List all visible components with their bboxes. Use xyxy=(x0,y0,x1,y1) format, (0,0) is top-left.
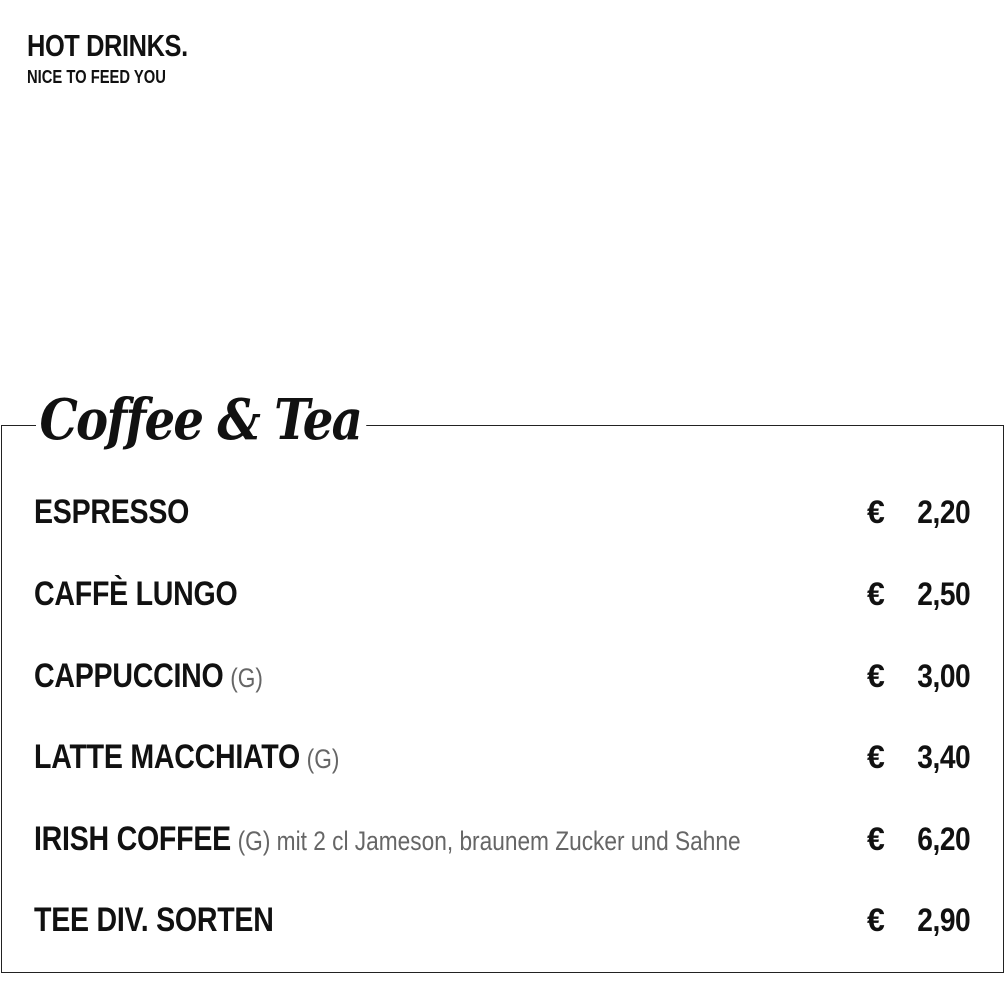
currency-symbol: € xyxy=(867,494,885,530)
item-note: (G) mit 2 cl Jameson, braunem Zucker und Sahne xyxy=(237,826,741,856)
item-note: (G) xyxy=(306,744,340,774)
item-name-wrap xyxy=(34,737,339,784)
item-name-wrap xyxy=(34,900,280,947)
page-subtitle: NICE TO FEED YOU xyxy=(27,67,166,87)
item-price: 6,20 xyxy=(916,821,970,857)
item-name: LATTE MACCHIATO xyxy=(34,738,300,776)
item-name-wrap xyxy=(34,574,244,621)
menu-item-row xyxy=(34,492,970,532)
currency-symbol: € xyxy=(867,902,885,938)
currency-symbol: € xyxy=(867,821,885,857)
item-name-wrap xyxy=(34,656,263,703)
item-name-wrap xyxy=(34,819,741,866)
currency-symbol: € xyxy=(867,576,885,612)
item-name: ESPRESSO xyxy=(34,493,190,531)
item-price: 2,90 xyxy=(916,902,970,938)
menu-header xyxy=(27,28,223,87)
menu-item-row xyxy=(34,656,970,696)
currency-symbol: € xyxy=(867,739,885,775)
menu-item-row xyxy=(34,737,970,777)
menu-item-row xyxy=(34,900,970,940)
page-title: HOT DRINKS. xyxy=(27,28,188,63)
item-price: 3,40 xyxy=(916,739,970,775)
item-name: TEE DIV. SORTEN xyxy=(34,901,274,939)
item-name-wrap xyxy=(34,492,196,539)
item-name: CAPPUCCINO xyxy=(34,657,224,695)
menu-item-row xyxy=(34,574,970,614)
item-name: CAFFÈ LUNGO xyxy=(34,575,238,613)
menu-item-row xyxy=(34,819,970,859)
item-price: 2,20 xyxy=(916,494,970,530)
item-name: IRISH COFFEE xyxy=(34,820,231,858)
item-price: 3,00 xyxy=(916,658,970,694)
section-title: Coffee & Tea xyxy=(36,382,366,458)
item-price: 2,50 xyxy=(916,576,970,612)
currency-symbol: € xyxy=(867,658,885,694)
item-note: (G) xyxy=(230,663,263,693)
